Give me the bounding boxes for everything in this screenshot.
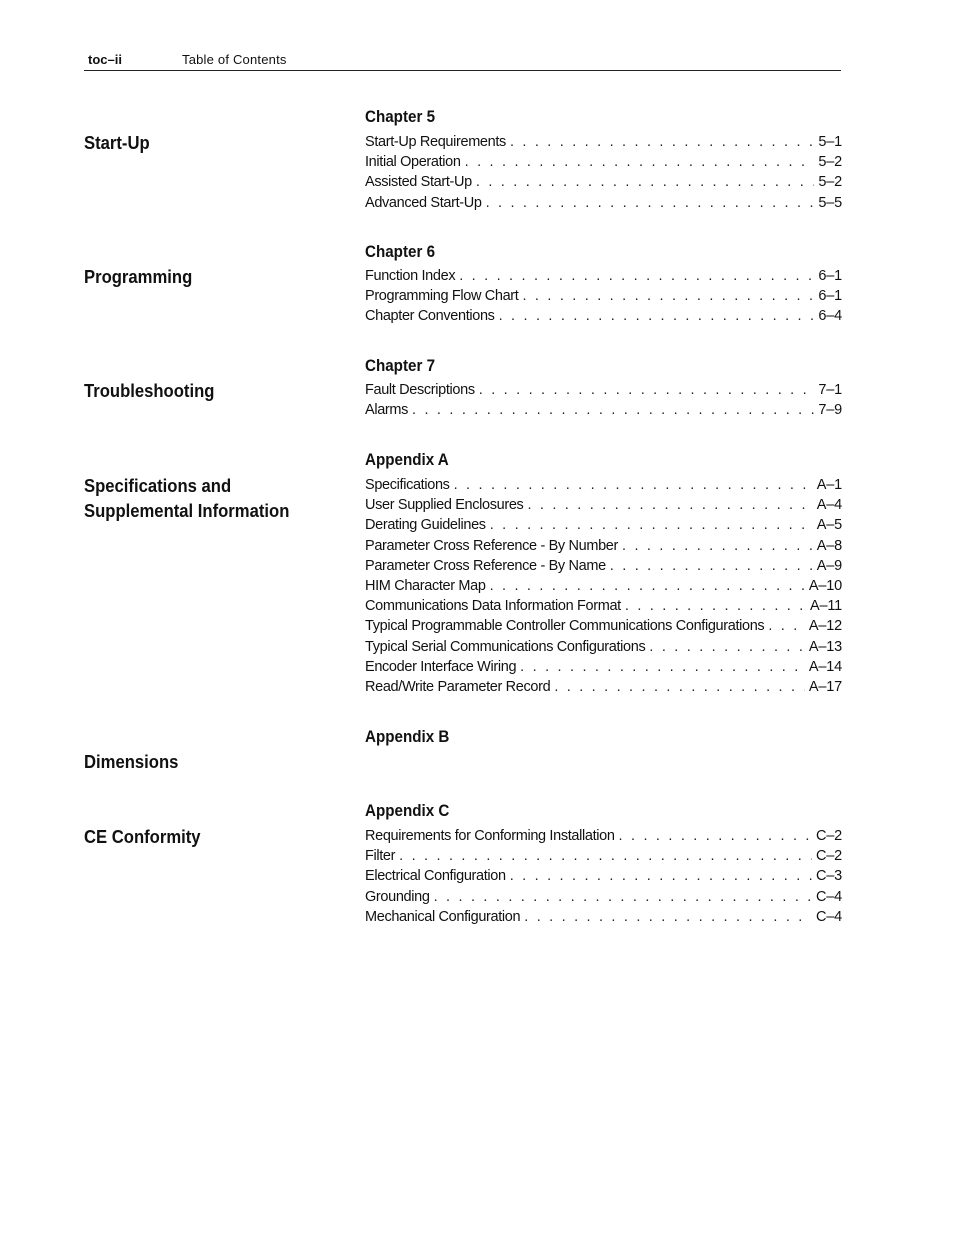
dot-leader: [510, 868, 812, 884]
chapter-heading: Appendix A: [365, 451, 449, 469]
dot-leader: [434, 889, 812, 905]
entry-page-number: A–17: [808, 678, 842, 695]
toc-entry[interactable]: [365, 288, 842, 308]
dot-leader: [465, 154, 815, 170]
dot-leader: [625, 598, 806, 614]
toc-entry[interactable]: [365, 889, 842, 909]
toc-entry[interactable]: [365, 679, 842, 699]
entry-page-number: C–2: [816, 848, 842, 865]
section-title-line: Dimensions: [84, 751, 179, 772]
toc-entry[interactable]: [365, 134, 842, 154]
dot-leader: [499, 308, 815, 324]
entry-page-number: 7–1: [818, 382, 842, 398]
dot-leader: [619, 828, 812, 844]
chapter-heading: Appendix B: [365, 728, 450, 746]
entry-page-number: A–12: [808, 618, 842, 635]
dot-leader: [476, 174, 815, 190]
section-title: [84, 749, 178, 774]
entry-list: [365, 477, 842, 699]
dot-leader: [527, 497, 812, 513]
entry-title: Function Index: [365, 268, 456, 284]
toc-entry[interactable]: [365, 517, 842, 537]
entry-page-number: C–4: [816, 888, 842, 905]
entry-page-number: 5–2: [818, 174, 842, 191]
entry-title: Typical Serial Communications Configurations: [365, 638, 646, 655]
toc-entry[interactable]: [365, 497, 842, 517]
entry-title: Specifications: [365, 477, 450, 493]
entry-title: Mechanical Configuration: [365, 908, 521, 925]
toc-entry[interactable]: [365, 538, 842, 558]
entry-title: Electrical Configuration: [365, 868, 506, 885]
running-title: Table of Contents: [182, 52, 287, 67]
entry-title: HIM Character Map: [365, 577, 486, 594]
entry-page-number: 6–1: [818, 288, 842, 305]
dot-leader: [490, 517, 813, 533]
section-title-line: Programming: [84, 266, 193, 287]
entry-page-number: A–14: [808, 658, 842, 675]
section-title: [84, 824, 201, 849]
entry-list: [365, 828, 842, 929]
entry-title: Parameter Cross Reference - By Number: [365, 537, 618, 554]
toc-entry[interactable]: [365, 868, 842, 888]
toc-entry[interactable]: [365, 578, 842, 598]
toc-entry[interactable]: [365, 659, 842, 679]
entry-page-number: A–1: [816, 477, 842, 493]
entry-title: Assisted Start-Up: [365, 174, 472, 191]
entry-title: Encoder Interface Wiring: [365, 658, 517, 675]
entry-page-number: A–5: [816, 517, 842, 534]
section-title-line: Specifications and: [84, 475, 232, 496]
chapter-heading: Chapter 5: [365, 108, 436, 126]
page-number: toc–ii: [88, 52, 122, 67]
toc-entry[interactable]: [365, 828, 842, 848]
toc-entry[interactable]: [365, 382, 842, 402]
toc-entry[interactable]: [365, 154, 842, 174]
toc-entry[interactable]: [365, 639, 842, 659]
entry-title: User Supplied Enclosures: [365, 497, 524, 514]
entry-title: Fault Descriptions: [365, 382, 475, 398]
toc-entry[interactable]: [365, 402, 842, 422]
entry-page-number: 6–4: [818, 308, 842, 325]
toc-entry[interactable]: [365, 477, 842, 497]
dot-leader: [524, 909, 812, 925]
dot-leader: [486, 195, 815, 211]
entry-page-number: 5–1: [818, 134, 842, 150]
section-title-line: Troubleshooting: [84, 380, 215, 401]
dot-leader: [522, 288, 814, 304]
entry-title: Chapter Conventions: [365, 308, 495, 325]
dot-leader: [610, 558, 813, 574]
section-title-line: Supplemental Information: [84, 500, 290, 521]
entry-title: Read/Write Parameter Record: [365, 678, 551, 695]
section-title: [84, 378, 214, 403]
entry-page-number: A–11: [810, 598, 842, 615]
entry-page-number: C–3: [816, 868, 842, 885]
entry-title: Grounding: [365, 888, 430, 905]
toc-entry[interactable]: [365, 308, 842, 328]
entry-page-number: A–9: [816, 557, 842, 574]
entry-list: [365, 382, 842, 422]
toc-entry[interactable]: [365, 848, 842, 868]
entry-title: Communications Data Information Format: [365, 598, 621, 615]
toc-entry[interactable]: [365, 268, 842, 288]
toc-entry[interactable]: [365, 618, 842, 638]
dot-leader: [554, 679, 805, 695]
entry-title: Initial Operation: [365, 154, 461, 171]
entry-page-number: A–10: [808, 577, 842, 594]
dot-leader: [459, 268, 814, 284]
dot-leader: [768, 618, 805, 634]
entry-page-number: A–4: [816, 497, 842, 514]
toc-entry[interactable]: [365, 174, 842, 194]
entry-page-number: 5–2: [818, 154, 842, 171]
entry-title: Alarms: [365, 402, 409, 419]
entry-title: Parameter Cross Reference - By Name: [365, 557, 606, 574]
dot-leader: [649, 639, 805, 655]
entry-page-number: 5–5: [818, 194, 842, 211]
entry-title: Typical Programmable Controller Communications Configurations: [365, 618, 765, 635]
entry-page-number: 7–9: [818, 402, 842, 419]
page-header: [84, 52, 841, 71]
dot-leader: [479, 382, 815, 398]
entry-title: Programming Flow Chart: [365, 288, 519, 305]
dot-leader: [622, 538, 813, 554]
chapter-heading: Chapter 7: [365, 357, 436, 375]
entry-title: Requirements for Conforming Installation: [365, 828, 615, 844]
section-title-line: Start-Up: [84, 132, 150, 153]
toc-entry[interactable]: [365, 558, 842, 578]
dot-leader: [510, 134, 814, 150]
entry-list: [365, 268, 842, 329]
entry-page-number: A–8: [816, 537, 842, 554]
entry-title: Start-Up Requirements: [365, 134, 506, 150]
toc-entry[interactable]: [365, 598, 842, 618]
toc-entry[interactable]: [365, 195, 842, 215]
entry-list: [365, 134, 842, 215]
entry-title: Derating Guidelines: [365, 517, 486, 534]
chapter-heading: Chapter 6: [365, 243, 436, 261]
chapter-heading: Appendix C: [365, 802, 450, 820]
dot-leader: [454, 477, 813, 493]
dot-leader: [490, 578, 805, 594]
entry-page-number: A–13: [808, 638, 842, 655]
entry-title: Filter: [365, 848, 396, 865]
toc-entry[interactable]: [365, 909, 842, 929]
section-title-line: CE Conformity: [84, 826, 201, 847]
entry-page-number: C–4: [816, 908, 842, 925]
entry-page-number: 6–1: [818, 268, 842, 284]
dot-leader: [399, 848, 812, 864]
dot-leader: [412, 402, 814, 418]
section-title: [84, 130, 150, 155]
entry-page-number: C–2: [816, 828, 842, 844]
section-title: [84, 264, 192, 289]
entry-title: Advanced Start-Up: [365, 194, 482, 211]
dot-leader: [520, 659, 805, 675]
section-title: [84, 473, 289, 523]
